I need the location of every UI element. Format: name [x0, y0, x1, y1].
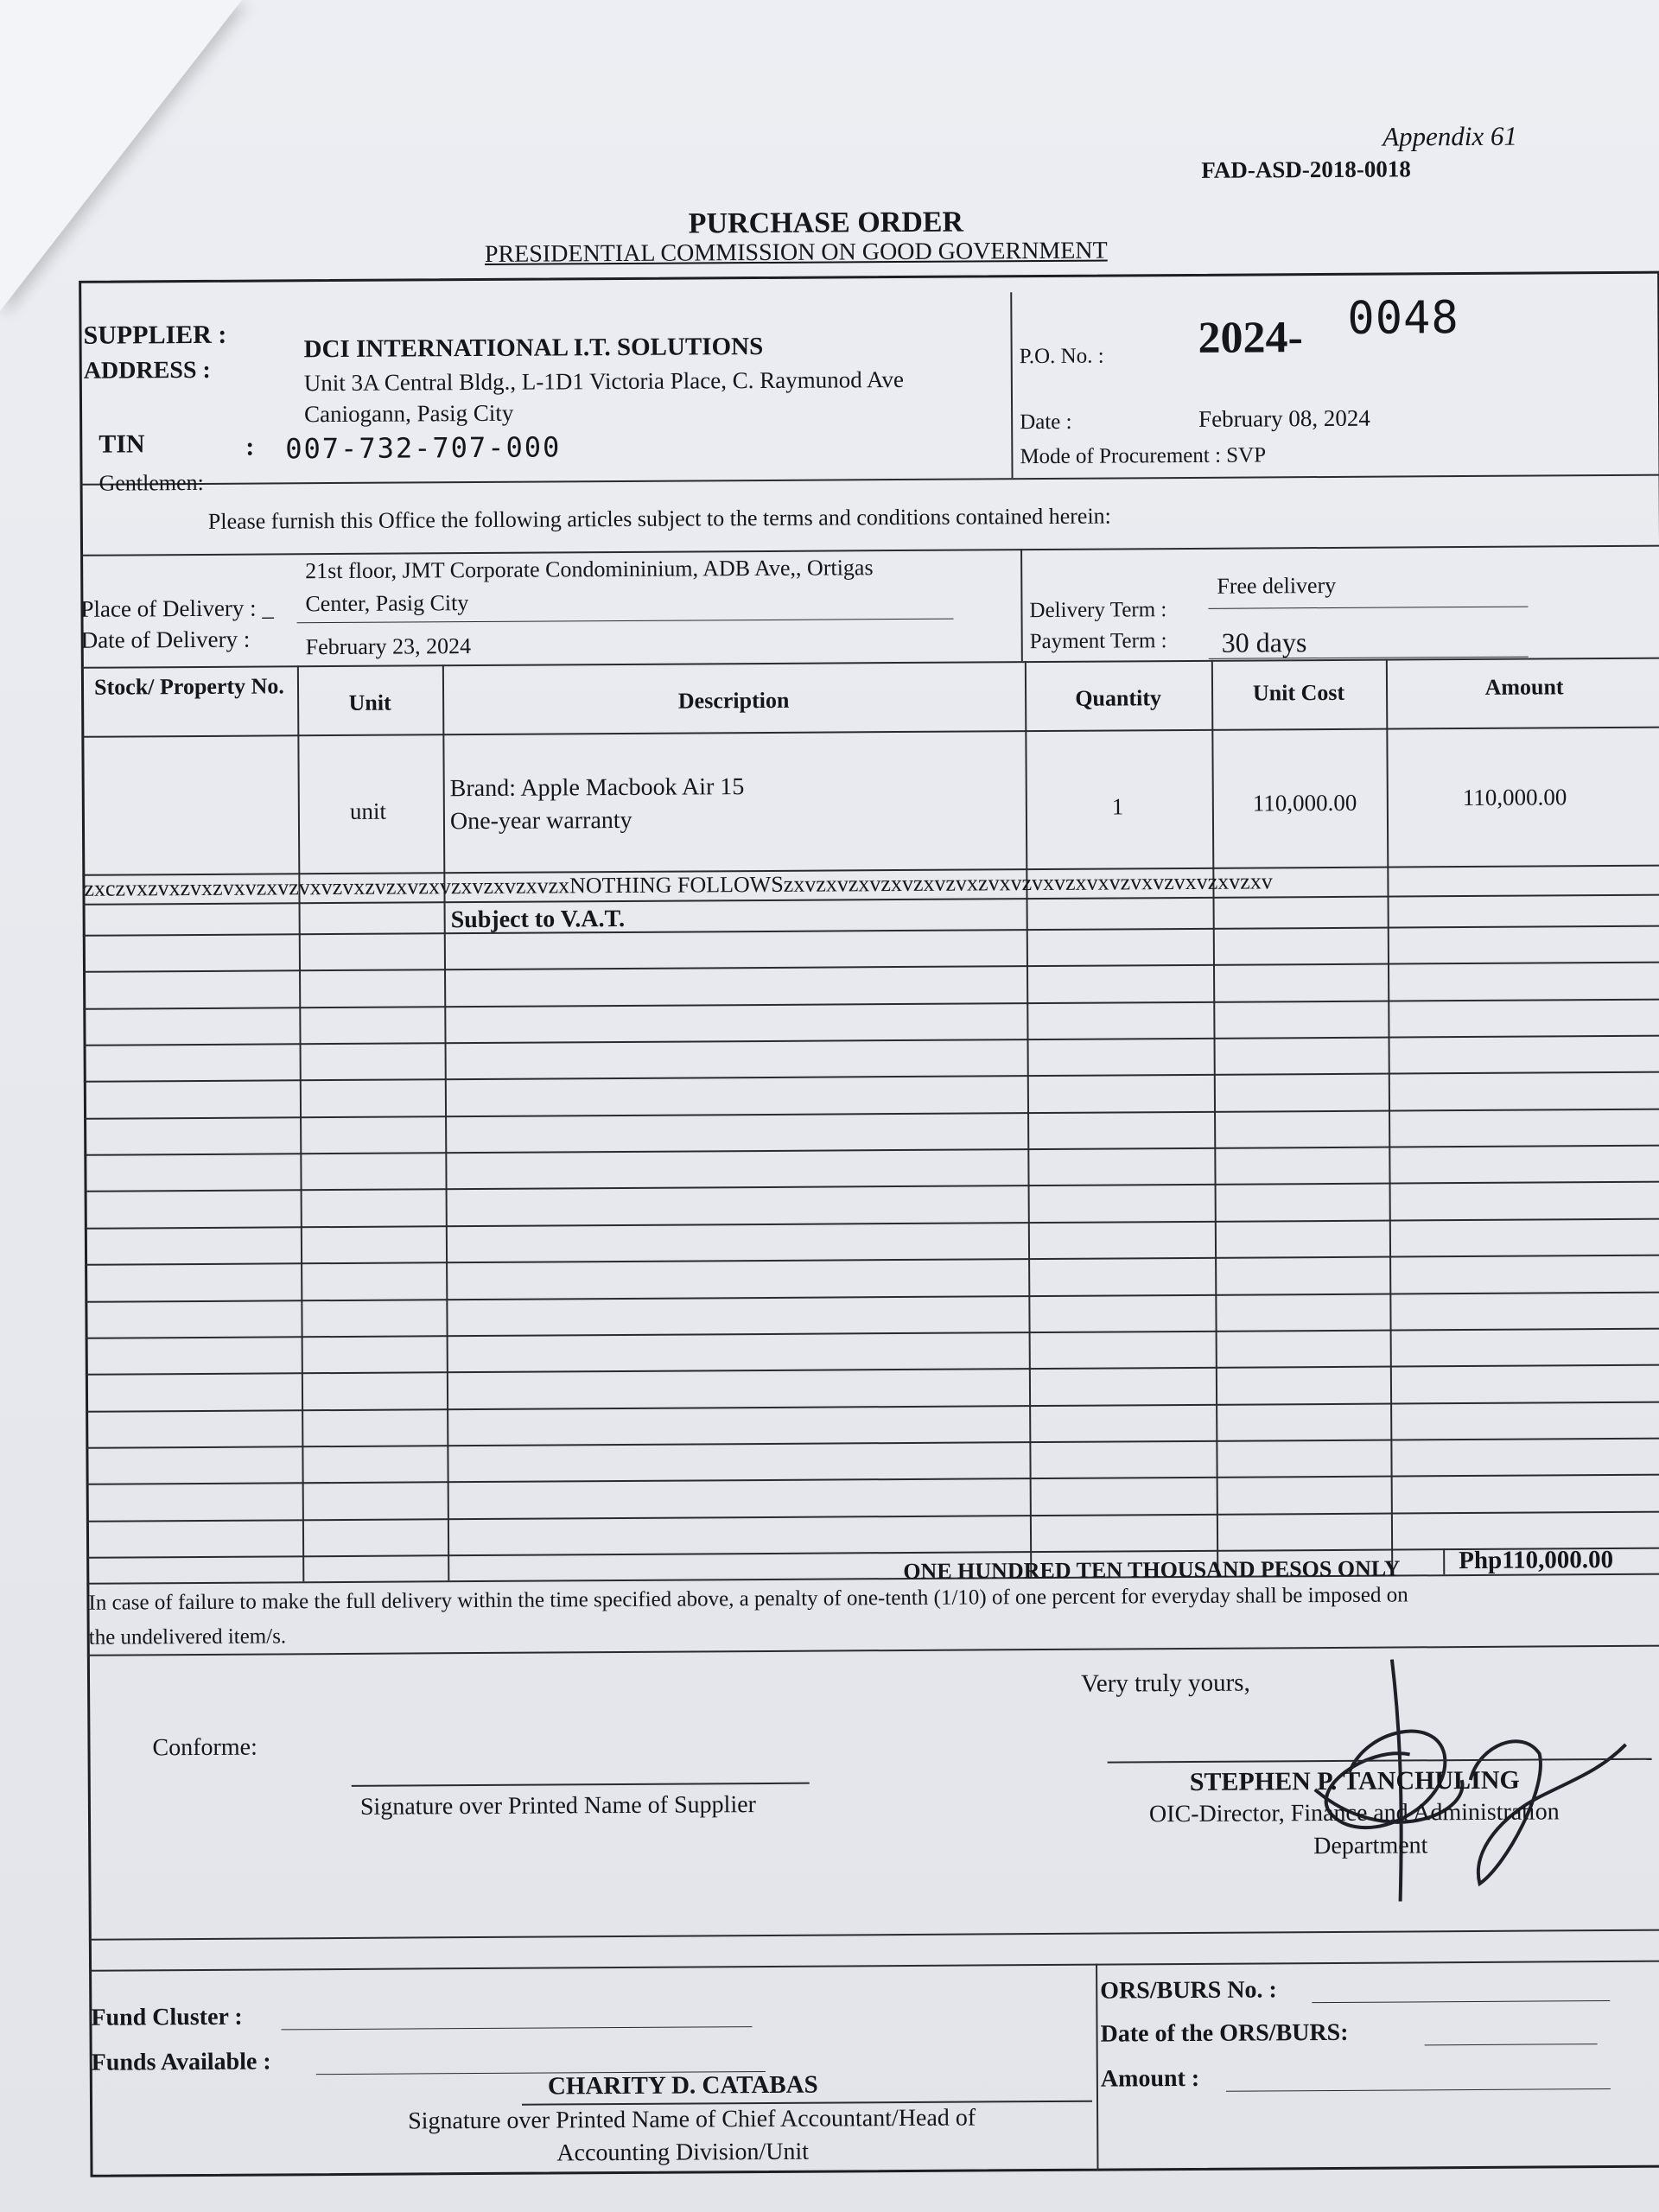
total-amount: Php110,000.00 [1459, 1545, 1614, 1575]
penalty-clause-line2: the undelivered item/s. [88, 1624, 287, 1649]
po-date-label: Date : [1020, 410, 1072, 435]
delivery-term-value: Free delivery [1217, 572, 1337, 599]
tin-colon: : [245, 432, 255, 461]
salutation: Gentlemen: [99, 469, 204, 496]
col-header-description: Description [677, 687, 790, 714]
conforme-label: Conforme: [152, 1733, 257, 1762]
po-number-handwritten: 0048 [1347, 292, 1459, 345]
agency-name: PRESIDENTIAL COMMISSION ON GOOD GOVERNMENT [484, 237, 1108, 268]
official-title-line2: Department [1313, 1832, 1428, 1860]
item-description-line1: Brand: Apple Macbook Air 15 [449, 773, 745, 803]
delivery-place-line1: 21st floor, JMT Corporate Condomininium, ADB Ave,, Ortigas [305, 555, 874, 584]
delivery-date-label: Date of Delivery : [80, 626, 251, 653]
appendix-label: Appendix 61 [1382, 120, 1518, 152]
item-unit: unit [349, 798, 386, 824]
fund-cluster-label: Fund Cluster : [91, 2003, 243, 2031]
form-code: FAD-ASD-2018-0018 [1201, 156, 1411, 183]
accounting-amount-label: Amount : [1100, 2064, 1200, 2093]
delivery-place-line2: Center, Pasig City [305, 590, 469, 617]
nothing-follows-row: zxczvxzvxzvxzvxvzxvzvxvzvxzvzxvzxvzxvzxvzxvzxNOTHING FOLLOWSzxvzxvzxvzxvzxvzvxzvxvzvxvzxvxvzvxvzvxvzxvzxv [84, 868, 1273, 901]
supplier-address-line1: Unit 3A Central Bldg., L-1D1 Victoria Place, C. Raymunod Ave [303, 365, 904, 397]
delivery-term-label: Delivery Term : [1029, 598, 1167, 623]
funds-available-label: Funds Available : [91, 2048, 271, 2076]
item-quantity: 1 [1111, 793, 1124, 820]
col-header-quantity: Quantity [1075, 685, 1162, 711]
col-header-amount: Amount [1484, 674, 1564, 700]
address-label: ADDRESS : [83, 356, 211, 385]
penalty-clause-line1: In case of failure to make the full delivery within the time specified above, a penalty of one-tenth (1/10) of one percent for everyday shall be imposed on [88, 1583, 1408, 1615]
payment-term-label: Payment Term : [1029, 629, 1167, 654]
document-title: PURCHASE ORDER [688, 206, 964, 240]
closing-salutation: Very truly yours, [1080, 1669, 1250, 1698]
tin-value: 007-732-707-000 [285, 430, 562, 466]
delivery-date-value: February 23, 2024 [305, 633, 472, 660]
po-number-label: P.O. No. : [1019, 344, 1104, 369]
po-date-value: February 08, 2024 [1198, 404, 1370, 432]
item-description-line2: One-year warranty [449, 806, 632, 836]
supplier-signature-caption: Signature over Printed Name of Supplier [359, 1791, 757, 1821]
orsburs-number-label: ORS/BURS No. : [1100, 1976, 1277, 2005]
tin-label: TIN [99, 429, 145, 459]
accountant-caption-line2: Accounting Division/Unit [556, 2138, 810, 2167]
orsburs-date-label: Date of the ORS/BURS: [1100, 2018, 1349, 2048]
item-amount: 110,000.00 [1462, 784, 1567, 811]
col-header-unit-cost: Unit Cost [1252, 679, 1345, 706]
delivery-place-label: Place of Delivery : _ [80, 594, 274, 622]
accountant-name: CHARITY D. CATABAS [547, 2070, 818, 2101]
official-title-line1: OIC-Director, Finance and Administration [1148, 1798, 1560, 1828]
mode-of-procurement: Mode of Procurement : SVP [1020, 443, 1267, 469]
purchase-order-form [52, 111, 1659, 2177]
total-divider [1443, 1548, 1445, 1574]
po-number-value: 2024- [1198, 313, 1304, 363]
supplier-label: SUPPLIER : [83, 320, 227, 350]
empty-rows [52, 111, 1659, 121]
supplier-name: DCI INTERNATIONAL I.T. SOLUTIONS [303, 332, 764, 364]
col-header-unit: Unit [348, 690, 391, 715]
vat-note: Subject to V.A.T. [450, 905, 626, 934]
col-header-stock: Stock/ Property No. [94, 673, 284, 700]
intro-text: Please furnish this Office the following articles subject to the terms and conditions contained herein: [207, 503, 1111, 534]
amount-in-words: ONE HUNDRED TEN THOUSAND PESOS ONLY [903, 1555, 1401, 1585]
supplier-address-line2: Caniogann, Pasig City [303, 399, 514, 428]
payment-term-value: 30 days [1221, 626, 1307, 658]
accountant-caption-line1: Signature over Printed Name of Chief Accountant/Head of [408, 2104, 976, 2135]
official-name: STEPHEN P. TANCHULING [1189, 1765, 1520, 1796]
item-unit-cost: 110,000.00 [1252, 789, 1357, 817]
